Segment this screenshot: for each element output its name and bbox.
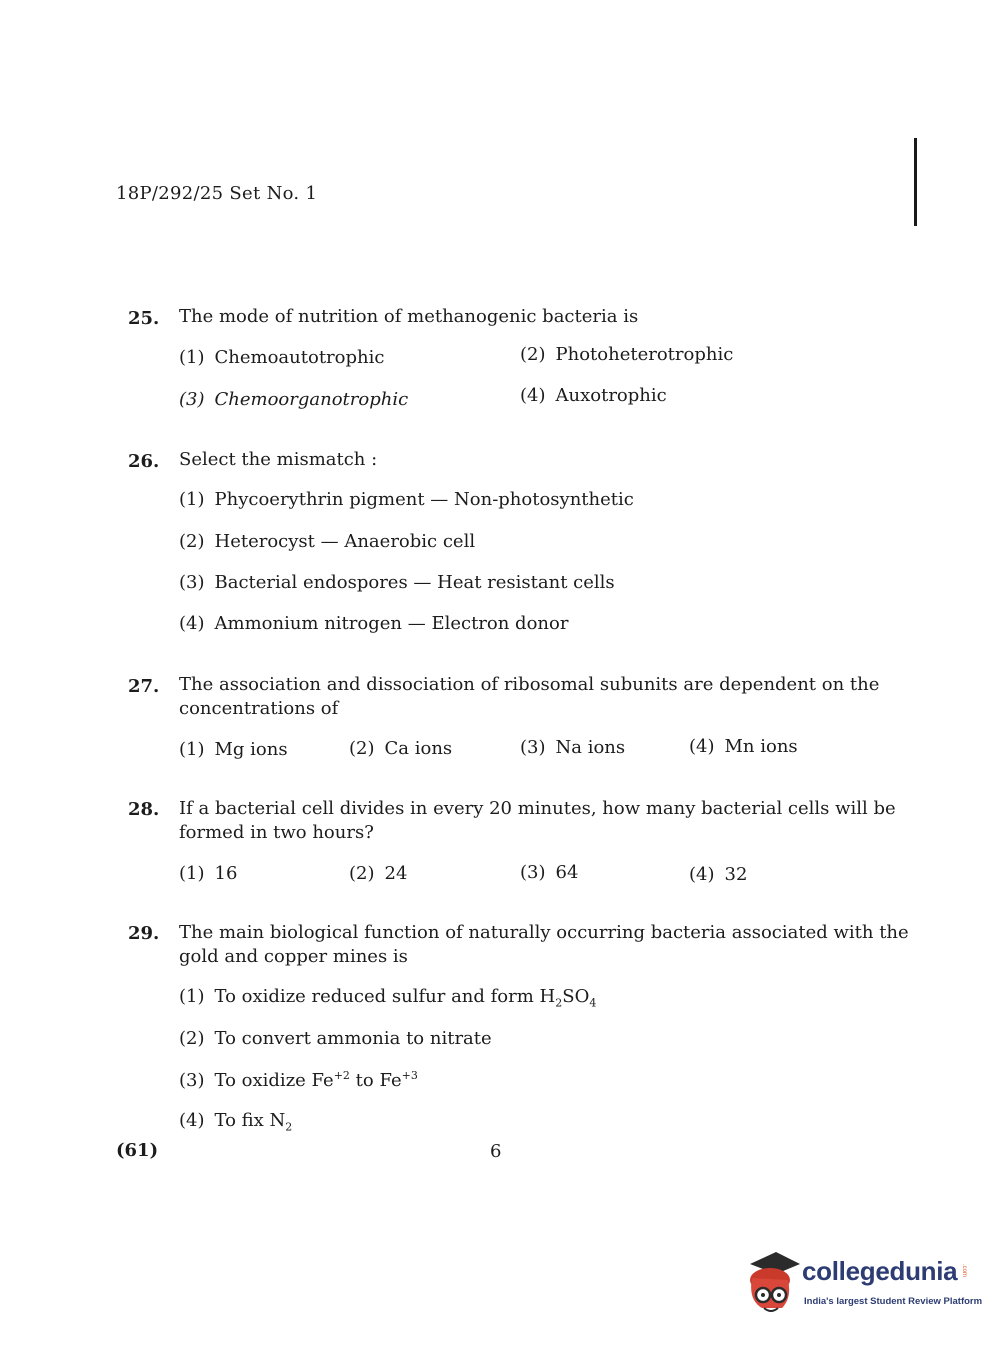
option: (3) 64 <box>520 862 579 883</box>
option: (3) Bacterial endospores — Heat resistant cells <box>179 572 615 593</box>
option: (1) Chemoautotrophic <box>179 347 385 368</box>
question-number: 26. <box>128 451 160 472</box>
option: (2) 24 <box>349 863 408 884</box>
option: (2) To convert ammonia to nitrate <box>179 1028 492 1049</box>
logo-dotcom: .com <box>961 1264 967 1278</box>
question-text: If a bacterial cell divides in every 20 minutes, how many bacterial cells will be <box>179 798 896 819</box>
option: (4) Auxotrophic <box>520 385 667 406</box>
option: (2) Photoheterotrophic <box>520 344 734 365</box>
logo-tagline: India's largest Student Review Platform <box>804 1296 983 1307</box>
question-text: concentrations of <box>179 698 339 719</box>
option: (4) Mn ions <box>689 736 798 757</box>
option: (4) To fix $N_2$ <box>179 1110 293 1134</box>
option: (4) 32 <box>689 864 748 885</box>
option: (1) Phycoerythrin pigment — Non-photosynthetic <box>179 489 634 510</box>
question-text: formed in two hours? <box>179 822 374 843</box>
question-number: 29. <box>128 923 160 944</box>
question-text: gold and copper mines is <box>179 946 408 967</box>
option: (3) To oxidize $Fe^{+2}$ to $Fe^{+3}$ <box>179 1069 418 1091</box>
question-text: The main biological function of naturally occurring bacteria associated with the <box>179 922 909 943</box>
question-text: The mode of nutrition of methanogenic bacteria is <box>179 306 639 327</box>
margin-bar <box>914 138 917 226</box>
footer-code: (61) <box>116 1140 159 1161</box>
page-number: 6 <box>490 1141 502 1162</box>
question-number: 27. <box>128 676 160 697</box>
logo-wordmark: collegedunia <box>802 1256 958 1286</box>
option: (1) 16 <box>179 863 238 884</box>
mascot-icon <box>742 1250 804 1320</box>
paper-code: 18P/292/25 Set No. 1 <box>116 183 318 204</box>
question-number: 28. <box>128 799 160 820</box>
option: (2) Heterocyst — Anaerobic cell <box>179 531 476 552</box>
option: (1) To oxidize reduced sulfur and form $H_2SO_4$ <box>179 986 597 1010</box>
collegedunia-logo <box>742 1250 983 1320</box>
option: (3) Chemoorganotrophic <box>179 389 409 410</box>
question-text: The association and dissociation of ribosomal subunits are dependent on the <box>179 674 880 695</box>
option: (2) Ca ions <box>349 738 453 759</box>
option: (4) Ammonium nitrogen — Electron donor <box>179 613 569 634</box>
option: (1) Mg ions <box>179 739 288 760</box>
question-text: Select the mismatch : <box>179 449 378 470</box>
option: (3) Na ions <box>520 737 626 758</box>
question-number: 25. <box>128 308 160 329</box>
